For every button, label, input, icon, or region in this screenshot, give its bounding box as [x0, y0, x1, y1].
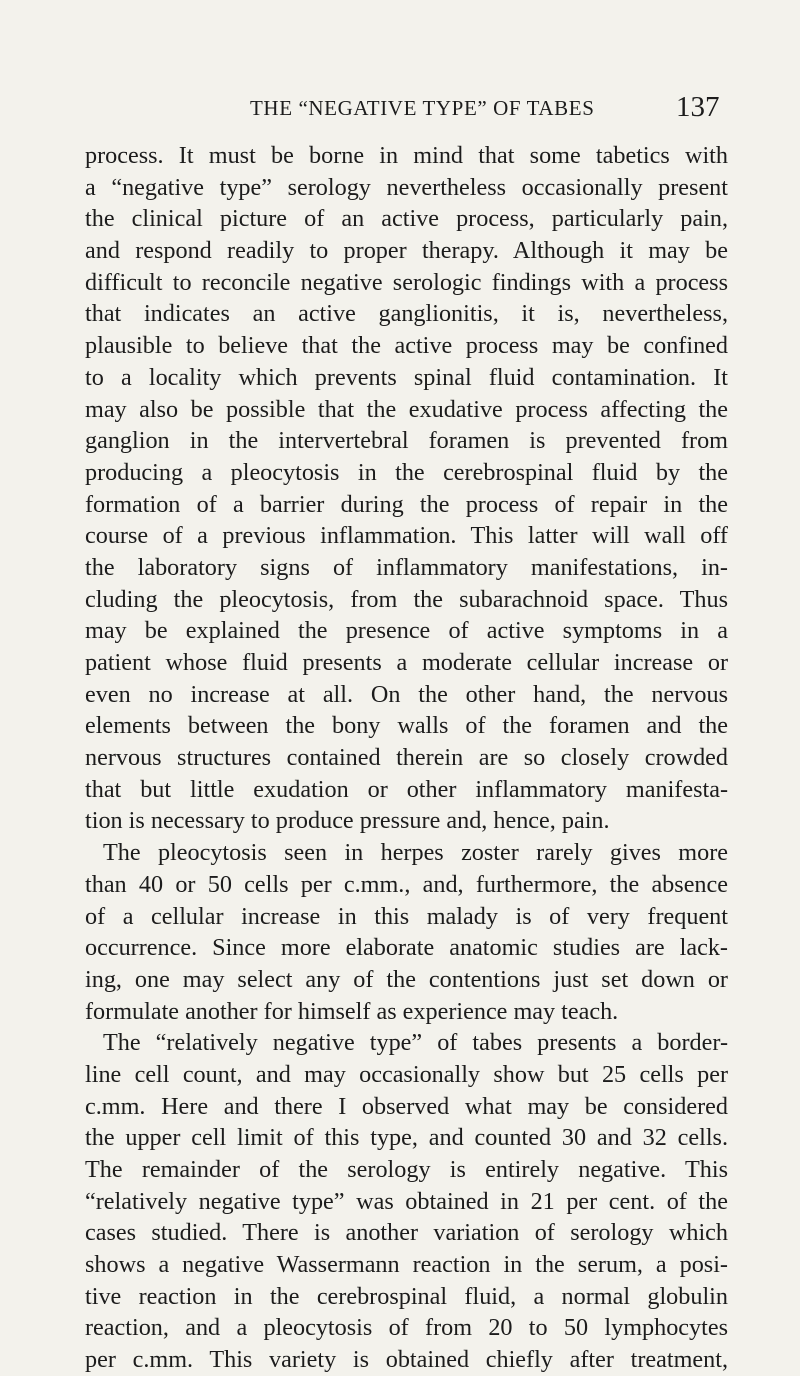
text-line: than 40 or 50 cells per c.mm., and, furthermore, the absence: [85, 870, 728, 898]
text-line: The “relatively negative type” of tabes presents a border-: [103, 1029, 728, 1057]
running-header: [0, 91, 800, 130]
text-line: course of a previous inflammation. This latter will wall off: [85, 522, 728, 550]
text-line: even no increase at all. On the other hand, the nervous: [85, 680, 728, 708]
page-number: 137: [676, 91, 720, 123]
body-text: [85, 140, 728, 1376]
text-line: shows a negative Wassermann reaction in the serum, a posi-: [85, 1251, 728, 1279]
text-line: process. It must be borne in mind that some tabetics with: [85, 142, 728, 169]
text-line: the clinical picture of an active process, particularly pain,: [85, 205, 728, 233]
text-line: plausible to believe that the active process may be confined: [85, 332, 728, 360]
text-line: occurrence. Since more elaborate anatomic studies are lack-: [85, 934, 728, 962]
text-line: formation of a barrier during the process of repair in the: [85, 490, 728, 518]
text-line: difficult to reconcile negative serologic findings with a process: [85, 268, 728, 296]
running-title: THE “NEGATIVE TYPE” OF TABES: [250, 96, 595, 120]
text-line: ganglion in the intervertebral foramen is prevented from: [85, 427, 728, 455]
text-line: may also be possible that the exudative process affecting the: [85, 395, 728, 423]
text-line: per c.mm. This variety is obtained chiefly after treatment,: [85, 1346, 728, 1374]
text-line: that indicates an active ganglionitis, it is, nevertheless,: [85, 300, 728, 328]
text-line: of a cellular increase in this malady is of very frequent: [85, 902, 728, 930]
text-line: may be explained the presence of active symptoms in a: [85, 617, 728, 645]
text-line: cluding the pleocytosis, from the subarachnoid space. Thus: [85, 585, 728, 613]
text-line: cases studied. There is another variation of serology which: [85, 1219, 728, 1247]
text-line: formulate another for himself as experience may teach.: [85, 997, 619, 1025]
text-line: tive reaction in the cerebrospinal fluid, a normal globulin: [85, 1282, 728, 1310]
text-line: elements between the bony walls of the foramen and the: [85, 712, 728, 740]
text-line: tion is necessary to produce pressure and, hence, pain.: [85, 807, 610, 835]
text-line: The pleocytosis seen in herpes zoster rarely gives more: [103, 839, 728, 867]
text-line: to a locality which prevents spinal fluid contamination. It: [85, 363, 728, 391]
text-line: c.mm. Here and there I observed what may be considered: [85, 1092, 728, 1120]
text-line: the upper cell limit of this type, and counted 30 and 32 cells.: [85, 1124, 728, 1152]
text-line: the laboratory signs of inflammatory manifestations, in-: [85, 553, 728, 581]
text-line: and respond readily to proper therapy. Although it may be: [85, 237, 728, 265]
text-line: line cell count, and may occasionally show but 25 cells per: [85, 1060, 728, 1088]
text-line: The remainder of the serology is entirely negative. This: [85, 1156, 728, 1183]
text-line: ing, one may select any of the contentions just set down or: [85, 965, 728, 993]
text-line: a “negative type” serology nevertheless occasionally present: [85, 173, 728, 201]
text-line: “relatively negative type” was obtained in 21 per cent. of the: [85, 1187, 728, 1215]
text-line: patient whose fluid presents a moderate cellular increase or: [85, 649, 728, 676]
text-line: producing a pleocytosis in the cerebrospinal fluid by the: [85, 458, 728, 486]
text-line: reaction, and a pleocytosis of from 20 to 50 lymphocytes: [85, 1314, 728, 1342]
text-line: nervous structures contained therein are so closely crowded: [85, 744, 728, 772]
text-line: that but little exudation or other inflammatory manifesta-: [85, 775, 728, 803]
